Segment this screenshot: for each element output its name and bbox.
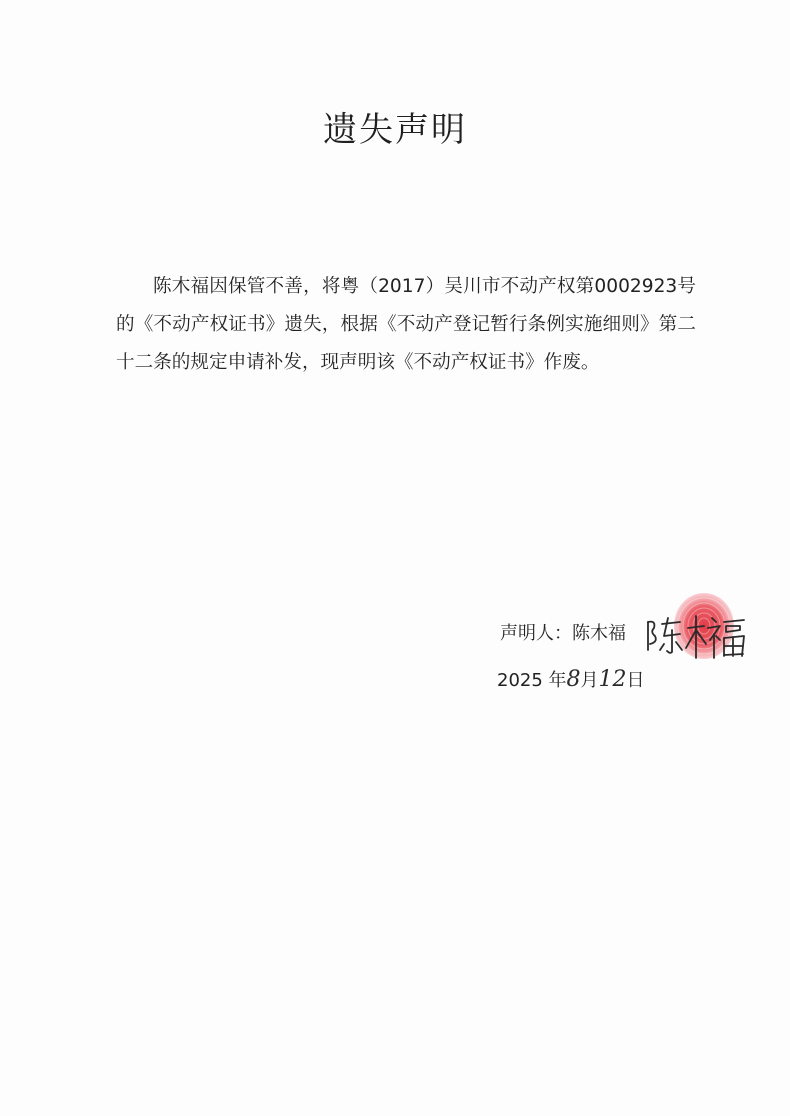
document-title: 遗失声明 bbox=[323, 110, 467, 150]
handwritten-signature-with-fingerprint bbox=[640, 592, 760, 664]
declaration-date bbox=[497, 665, 645, 696]
declaration-paragraph: 陈木福因保管不善，将粤（2017）吴川市不动产权第0002923号的《不动产权证书》遗失，根据《不动产登记暂行条例实施细则》第二十二条的规定申请补发，现声明该《不动产权证书》作废。 bbox=[116, 276, 696, 373]
declarant-line bbox=[500, 619, 626, 649]
date-year: 2025 年 bbox=[497, 670, 567, 691]
date-month-suffix: 月 bbox=[580, 670, 599, 691]
date-day-handwritten: 12 bbox=[598, 667, 627, 692]
declaration-body bbox=[116, 268, 696, 382]
date-day-suffix: 日 bbox=[626, 670, 645, 691]
declarant-label: 声明人：陈木福 bbox=[500, 623, 626, 644]
signature-strokes bbox=[648, 616, 744, 658]
signature-fingerprint-graphic bbox=[640, 592, 760, 664]
date-month-handwritten: 8 bbox=[566, 667, 581, 692]
